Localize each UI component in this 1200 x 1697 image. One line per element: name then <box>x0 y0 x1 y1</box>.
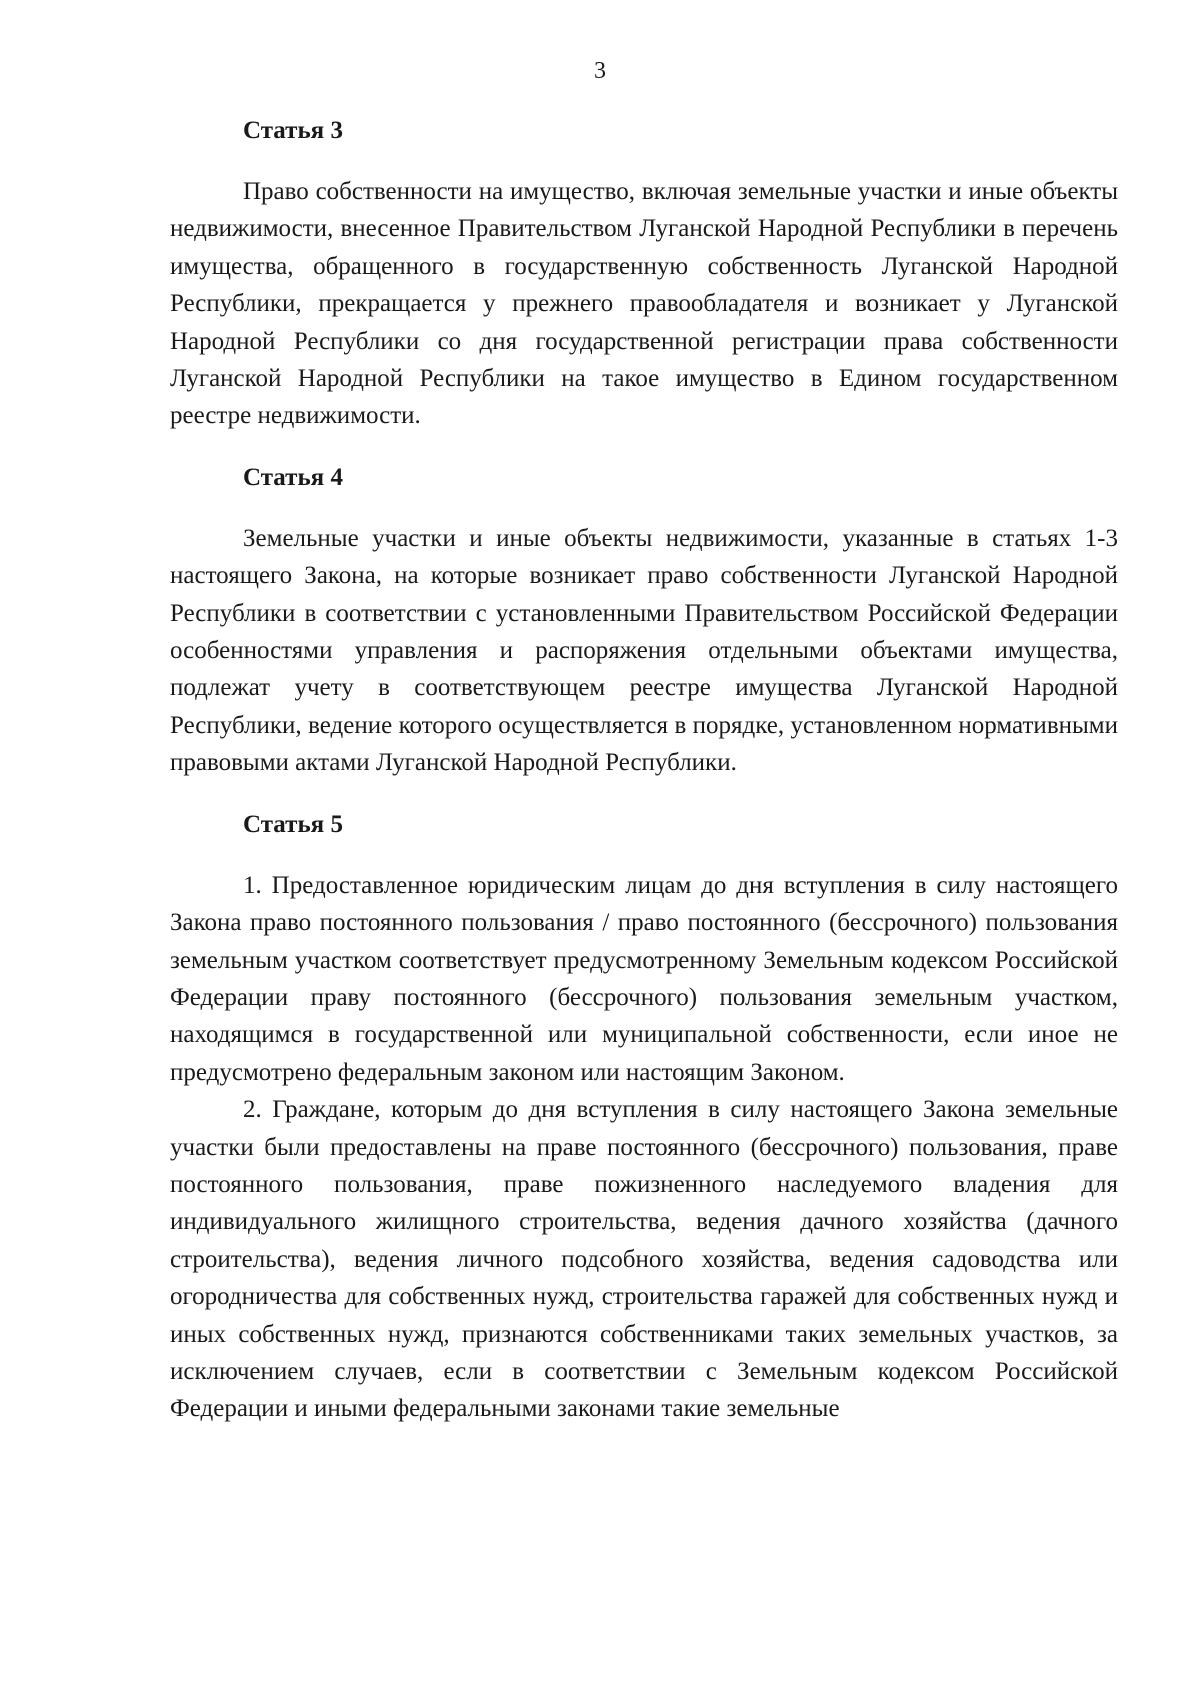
article-heading: Статья 3 <box>243 117 343 144</box>
article-paragraph: Земельные участки и иные объекты недвижимости, указанные в статьях 1-3 настоящего Закона, на которые возникает право собственности Луганской Народной Республики в соответствии с установленными Правительством Российской Федерации особенностями управления и распоряжения отдельными объектами имущества, подлежат учету в соответствующем реестре имущества Луганской Народной Республики, ведение которого осуществляется в порядке, установленном нормативными правовыми актами Луганской Народной Республики. <box>170 524 1118 777</box>
article-heading: Статья 4 <box>243 463 343 491</box>
article-paragraph: 1. Предоставленное юридическим лицам до дня вступления в силу настоящего Закона право постоянного пользования / право постоянного (бессрочного) пользования земельным участком соответствует предусмотренному Земельным кодексом Российской Федерации праву постоянного (бессрочного) пользования земельным участком, находящимся в государственной или муниципальной собственности, если иное не предусмотрено федеральным законом или настоящим Законом. <box>170 871 1118 1086</box>
article-4 <box>170 459 1118 782</box>
article-paragraph: 2. Граждане, которым до дня вступления в силу настоящего Закона земельные участки были предоставлены на праве постоянного (бессрочного) пользования, праве постоянного пользования, праве пожизненного наследуемого владения для индивидуального жилищного строительства, ведения дачного хозяйства (дачного строительства), ведения личного подсобного хозяйства, ведения садоводства или огородничества для собственных нужд, строительства гаражей для собственных нужд и иных собственных нужд, признаются собственниками таких земельных участков, за исключением случаев, если в соответствии с Земельным кодексом Российской Федерации и иными федеральными законами такие земельные <box>170 1096 1118 1423</box>
article-heading: Статья 5 <box>243 810 343 838</box>
page-number: 3 <box>594 58 606 84</box>
document-body <box>170 112 1118 1428</box>
article-5 <box>170 806 1118 1428</box>
article-paragraph: Право собственности на имущество, включая земельные участки и иные объекты недвижимости, внесенное Правительством Луганской Народной Республики в перечень имущества, обращенного в государственную собственность Луганской Народной Республики, прекращается у прежнего правообладателя и возникает у Луганской Народной Республики со дня государственной регистрации права собственности Луганской Народной Республики на такое имущество в Едином государственном реестре недвижимости. <box>170 178 1118 430</box>
article-3 <box>170 112 1118 435</box>
